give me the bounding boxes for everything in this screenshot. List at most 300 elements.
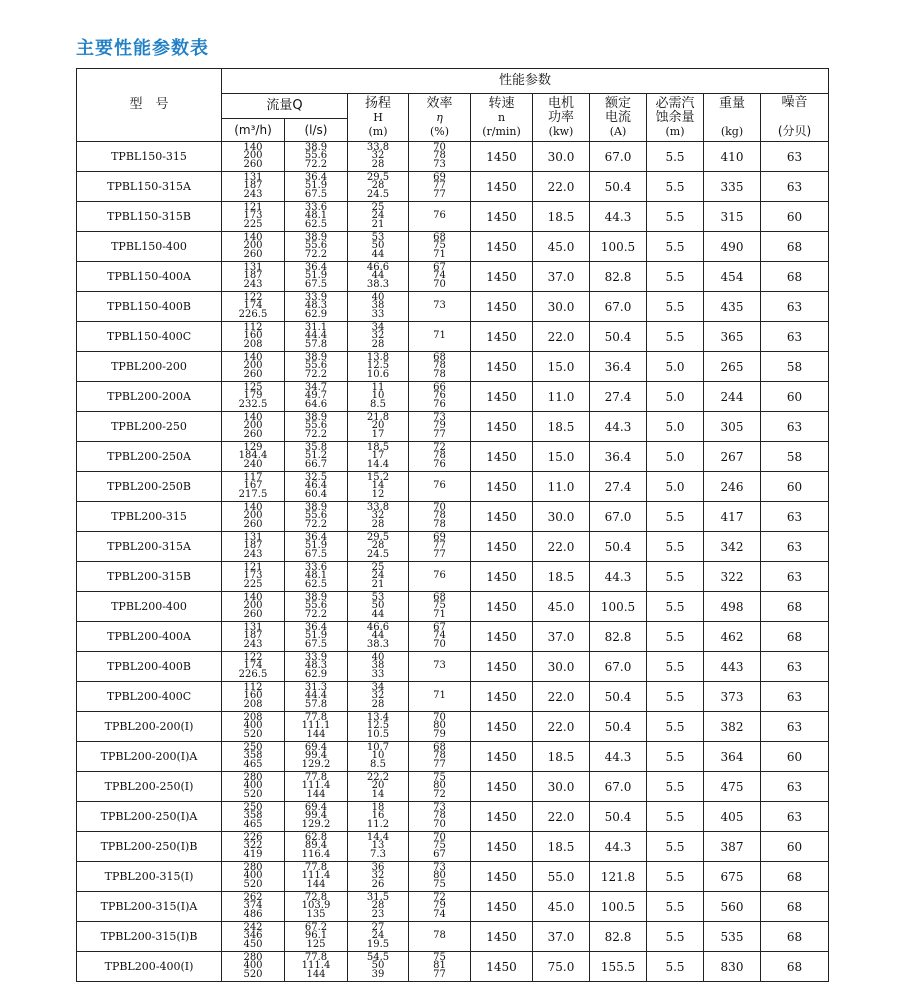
npsh-cell: 5.5 [647,502,704,532]
weight-cell: 830 [704,952,761,982]
flow-ls-cell [285,682,348,712]
noise-cell: 63 [761,292,829,322]
head-value: 40 [371,291,385,303]
efficiency-value: 81 [433,960,446,972]
model-cell: TPBL200-400A [77,622,222,652]
model-cell: TPBL200-200 [77,352,222,382]
efficiency-value: 68 [433,741,446,753]
efficiency-cell [409,682,471,712]
flow-m3h-value: 260 [243,368,263,380]
speed-cell: 1450 [471,712,533,742]
table-row [77,532,829,562]
flow-m3h-value: 400 [243,960,263,972]
weight-cell: 244 [704,382,761,412]
flow-ls-value: 44.4 [304,330,328,342]
flow-m3h-value: 358 [243,810,263,822]
efficiency-value: 70 [433,818,446,830]
head-header [348,94,409,142]
head-value: 28 [371,180,385,192]
efficiency-value: 72 [433,441,446,453]
flow-ls-value: 77.8 [304,951,328,963]
flow-m3h-value: 520 [243,878,263,890]
weight-cell: 267 [704,442,761,472]
efficiency-value: 75 [433,878,446,890]
flow-m3h-value: 200 [243,150,263,162]
head-value: 10 [371,750,385,762]
flow-ls-value: 33.6 [304,561,328,573]
flow-ls-value: 72.8 [304,891,328,903]
speed-symbol: n [497,110,506,124]
flow-ls-value: 48.1 [304,210,328,222]
flow-ls-cell [285,832,348,862]
flow-m3h-value: 125 [243,381,263,393]
head-cell [348,952,409,982]
power-cell: 37.0 [533,622,590,652]
efficiency-cell [409,652,471,682]
table-row [77,862,829,892]
efficiency-value: 71 [433,690,446,702]
flow-m3h-value: 200 [243,360,263,372]
current-cell: 27.4 [590,382,647,412]
efficiency-cell [409,142,471,172]
head-value: 44 [371,630,385,642]
weight-cell: 417 [704,502,761,532]
flow-m3h-value: 400 [243,870,263,882]
power-cell: 37.0 [533,922,590,952]
flow-ls-value: 77.8 [304,861,328,873]
npsh-cell: 5.5 [647,262,704,292]
flow-ls-cell [285,172,348,202]
flow-m3h-value: 112 [243,681,263,693]
flow-m3h-value: 187 [243,270,263,282]
model-cell: TPBL200-400(I) [77,952,222,982]
head-cell [348,562,409,592]
flow-ls-value: 44.4 [304,690,328,702]
head-value: 25 [371,201,385,213]
flow-m3h-cell [222,682,285,712]
flow-ls-cell [285,952,348,982]
table-row [77,202,829,232]
flow-ls-value: 38.9 [304,501,328,513]
flow-ls-value: 62.9 [304,668,328,680]
table-row [77,712,829,742]
power-cell: 18.5 [533,562,590,592]
head-value: 32 [371,510,385,522]
flow-ls-cell [285,922,348,952]
efficiency-value: 68 [433,231,446,243]
flow-m3h-value: 262 [243,891,263,903]
head-value: 14.4 [366,458,390,470]
efficiency-value: 80 [433,780,446,792]
head-value: 36 [371,861,385,873]
page-title: 主要性能参数表 [76,38,209,59]
flow-ls-value: 89.4 [304,840,328,852]
flow-m3h-cell [222,202,285,232]
weight-cell: 410 [704,142,761,172]
efficiency-value: 70 [433,638,446,650]
efficiency-value: 73 [433,660,446,672]
power-cell: 15.0 [533,352,590,382]
weight-cell: 246 [704,472,761,502]
flow-ls-value: 55.6 [304,600,328,612]
npsh-header [647,94,704,142]
flow-m3h-value: 140 [243,141,263,153]
current-cell: 44.3 [590,202,647,232]
efficiency-cell [409,412,471,442]
flow-ls-value: 34.7 [304,381,328,393]
flow-ls-cell [285,652,348,682]
flow-m3h-value: 131 [243,531,263,543]
efficiency-value: 66 [433,381,446,393]
npsh-cell: 5.5 [647,202,704,232]
efficiency-value: 77 [433,758,446,770]
flow-m3h-value: 225 [243,578,263,590]
flow-ls-cell [285,772,348,802]
speed-unit: (r/min) [482,124,521,138]
model-cell: TPBL200-315(I)A [77,892,222,922]
efficiency-value: 73 [433,861,446,873]
efficiency-cell [409,172,471,202]
power-unit: (kw) [548,124,574,138]
efficiency-value: 76 [433,210,446,222]
flow-m3h-value: 174 [243,660,263,672]
efficiency-value: 78 [433,750,446,762]
flow-m3h-value: 187 [243,630,263,642]
head-label: 扬程 [364,95,391,111]
flow-m3h-cell [222,712,285,742]
flow-m3h-cell [222,232,285,262]
efficiency-value: 73 [433,158,446,170]
current-cell: 44.3 [590,412,647,442]
efficiency-value: 79 [433,420,446,432]
flow-m3h-value: 184.4 [238,450,268,462]
flow-ls-value: 46.4 [304,480,328,492]
flow-ls-value: 111.4 [301,780,331,792]
current-unit: (A) [609,124,627,138]
head-unit: (m) [368,124,388,138]
npsh-cell: 5.5 [647,142,704,172]
flow-m3h-value: 200 [243,240,263,252]
flow-m3h-value: 486 [243,908,263,920]
flow-m3h-cell [222,832,285,862]
flow-ls-value: 55.6 [304,360,328,372]
speed-cell: 1450 [471,892,533,922]
efficiency-value: 76 [433,570,446,582]
npsh-cell: 5.0 [647,472,704,502]
flow-m3h-value: 208 [243,698,263,710]
flow-ls-value: 72.2 [304,248,328,260]
flow-m3h-value: 117 [243,471,263,483]
flow-ls-value: 66.7 [304,458,328,470]
efficiency-cell [409,532,471,562]
flow-m3h-cell [222,142,285,172]
speed-cell: 1450 [471,772,533,802]
weight-unit: (kg) [720,124,744,138]
flow-ls-value: 125 [306,938,326,950]
table-row [77,172,829,202]
npsh-cell: 5.5 [647,292,704,322]
efficiency-cell [409,892,471,922]
flow-m3h-value: 160 [243,330,263,342]
npsh-cell: 5.0 [647,352,704,382]
table-row [77,922,829,952]
noise-cell: 68 [761,262,829,292]
table-row [77,262,829,292]
flow-m3h-value: 260 [243,248,263,260]
flow-m3h-value: 260 [243,158,263,170]
efficiency-value: 78 [433,150,446,162]
efficiency-value: 77 [433,180,446,192]
efficiency-cell [409,952,471,982]
head-value: 13.4 [366,711,390,723]
weight-cell: 365 [704,322,761,352]
flow-m3h-value: 187 [243,180,263,192]
flow-m3h-cell [222,622,285,652]
noise-cell: 68 [761,952,829,982]
weight-cell: 322 [704,562,761,592]
head-value: 53 [371,591,385,603]
head-value: 44 [371,608,385,620]
head-cell [348,742,409,772]
power-cell: 22.0 [533,712,590,742]
head-value: 33 [371,308,385,320]
head-symbol: H [373,110,383,124]
head-cell [348,772,409,802]
flow-ls-value: 67.5 [304,188,328,200]
head-value: 14.4 [366,831,390,843]
flow-m3h-cell [222,322,285,352]
flow-m3h-cell [222,922,285,952]
head-value: 32 [371,870,385,882]
flow-m3h-value: 129 [243,441,263,453]
efficiency-value: 78 [433,518,446,530]
flow-ls-value: 116.4 [301,848,331,860]
efficiency-value: 70 [433,278,446,290]
flow-ls-value: 60.4 [304,488,328,500]
flow-m3h-value: 122 [243,291,263,303]
model-cell: TPBL200-315(I) [77,862,222,892]
flow-ls-cell [285,382,348,412]
flow-ls-cell [285,532,348,562]
flow-ls-value: 51.2 [304,450,328,462]
flow-m3h-value: 260 [243,608,263,620]
flow-m3h-value: 226.5 [238,668,268,680]
flow-ls-cell [285,742,348,772]
flow-m3h-value: 200 [243,600,263,612]
npsh-cell: 5.5 [647,232,704,262]
speed-cell: 1450 [471,742,533,772]
flow-m3h-cell [222,532,285,562]
current-label: 额定电流 [604,95,631,125]
head-value: 29.5 [366,171,390,183]
npsh-unit: (m) [665,124,685,138]
weight-cell: 305 [704,412,761,442]
head-value: 33 [371,668,385,680]
current-cell: 50.4 [590,532,647,562]
efficiency-value: 73 [433,300,446,312]
flow-ls-value: 72.2 [304,428,328,440]
head-value: 24 [371,930,385,942]
efficiency-value: 71 [433,248,446,260]
head-value: 16 [371,810,385,822]
noise-cell: 63 [761,652,829,682]
flow-ls-value: 51.9 [304,540,328,552]
power-label: 电机功率 [547,95,574,125]
flow-ls-cell [285,502,348,532]
efficiency-cell [409,742,471,772]
head-cell [348,712,409,742]
efficiency-value: 69 [433,531,446,543]
flow-ls-value: 69.4 [304,801,328,813]
table-row [77,502,829,532]
speed-cell: 1450 [471,352,533,382]
flow-ls-value: 96.1 [304,930,328,942]
flow-ls-value: 144 [306,878,326,890]
head-cell [348,802,409,832]
flow-m3h-value: 140 [243,231,263,243]
speed-cell: 1450 [471,202,533,232]
weight-cell: 454 [704,262,761,292]
model-cell: TPBL150-400A [77,262,222,292]
flow-ls-value: 38.9 [304,411,328,423]
efficiency-value: 76 [433,480,446,492]
head-value: 38.3 [366,638,390,650]
npsh-cell: 5.5 [647,802,704,832]
flow-m3h-value: 121 [243,561,263,573]
head-value: 28 [371,518,385,530]
flow-ls-cell [285,862,348,892]
noise-cell: 63 [761,412,829,442]
flow-ls-cell [285,412,348,442]
noise-cell: 60 [761,742,829,772]
efficiency-value: 78 [433,360,446,372]
power-cell: 22.0 [533,322,590,352]
head-value: 12 [371,488,385,500]
weight-cell: 498 [704,592,761,622]
noise-cell: 60 [761,472,829,502]
efficiency-value: 71 [433,608,446,620]
weight-cell: 405 [704,802,761,832]
speed-cell: 1450 [471,652,533,682]
model-cell: TPBL150-315 [77,142,222,172]
flow-m3h-value: 280 [243,951,263,963]
flow-ls-cell [285,472,348,502]
head-cell [348,262,409,292]
power-cell: 30.0 [533,772,590,802]
flow-m3h-value: 140 [243,411,263,423]
head-cell [348,592,409,622]
flow-m3h-value: 225 [243,218,263,230]
noise-cell: 68 [761,892,829,922]
efficiency-value: 75 [433,240,446,252]
flow-m3h-cell [222,352,285,382]
power-cell: 30.0 [533,652,590,682]
current-header [590,94,647,142]
head-value: 34 [371,321,385,333]
flow-ls-value: 55.6 [304,150,328,162]
npsh-cell: 5.5 [647,622,704,652]
efficiency-cell [409,832,471,862]
model-cell: TPBL200-315(I)B [77,922,222,952]
flow-m3h-value: 131 [243,261,263,273]
weight-cell: 364 [704,742,761,772]
efficiency-value: 77 [433,968,446,980]
head-value: 34 [371,681,385,693]
head-value: 11 [371,381,385,393]
npsh-cell: 5.5 [647,772,704,802]
head-value: 38 [371,300,385,312]
noise-cell: 60 [761,382,829,412]
power-cell: 18.5 [533,412,590,442]
model-cell: TPBL150-400B [77,292,222,322]
speed-header [471,94,533,142]
speed-cell: 1450 [471,532,533,562]
flow-ls-value: 62.9 [304,308,328,320]
model-cell: TPBL200-250(I)B [77,832,222,862]
head-value: 33.8 [366,501,390,513]
table-row [77,472,829,502]
flow-ls-value: 62.5 [304,578,328,590]
head-value: 17 [371,450,385,462]
table-row [77,562,829,592]
efficiency-cell [409,712,471,742]
flow-ls-value: 72.2 [304,158,328,170]
flow-m3h-value: 520 [243,728,263,740]
flow-m3h-value: 121 [243,201,263,213]
npsh-cell: 5.5 [647,742,704,772]
head-value: 44 [371,248,385,260]
npsh-cell: 5.0 [647,412,704,442]
flow-m3h-value: 400 [243,780,263,792]
head-value: 31.5 [366,891,390,903]
head-cell [348,172,409,202]
weight-cell: 387 [704,832,761,862]
flow-m3h-cell [222,772,285,802]
flow-m3h-value: 243 [243,548,263,560]
efficiency-value: 73 [433,411,446,423]
efficiency-value: 75 [433,840,446,852]
flow-ls-cell [285,442,348,472]
table-row [77,802,829,832]
table-row [77,742,829,772]
efficiency-value: 78 [433,450,446,462]
table-row [77,652,829,682]
head-value: 50 [371,240,385,252]
flow-ls-value: 33.6 [304,201,328,213]
power-cell: 45.0 [533,892,590,922]
flow-ls-value: 55.6 [304,510,328,522]
npsh-cell: 5.0 [647,382,704,412]
flow-m3h-value: 160 [243,690,263,702]
table-row [77,592,829,622]
head-value: 18.5 [366,441,390,453]
flow-m3h-cell [222,382,285,412]
flow-ls-value: 72.2 [304,368,328,380]
flow-m3h-value: 232.5 [238,398,268,410]
head-value: 44 [371,270,385,282]
flow-m3h-cell [222,592,285,622]
head-value: 20 [371,780,385,792]
flow-ls-value: 111.4 [301,870,331,882]
flow-m3h-value: 217.5 [238,488,268,500]
flow-m3h-value: 250 [243,741,263,753]
flow-ls-value: 51.9 [304,630,328,642]
weight-cell: 315 [704,202,761,232]
table-row [77,352,829,382]
flow-m3h-value: 358 [243,750,263,762]
table-row [77,772,829,802]
head-cell [348,412,409,442]
